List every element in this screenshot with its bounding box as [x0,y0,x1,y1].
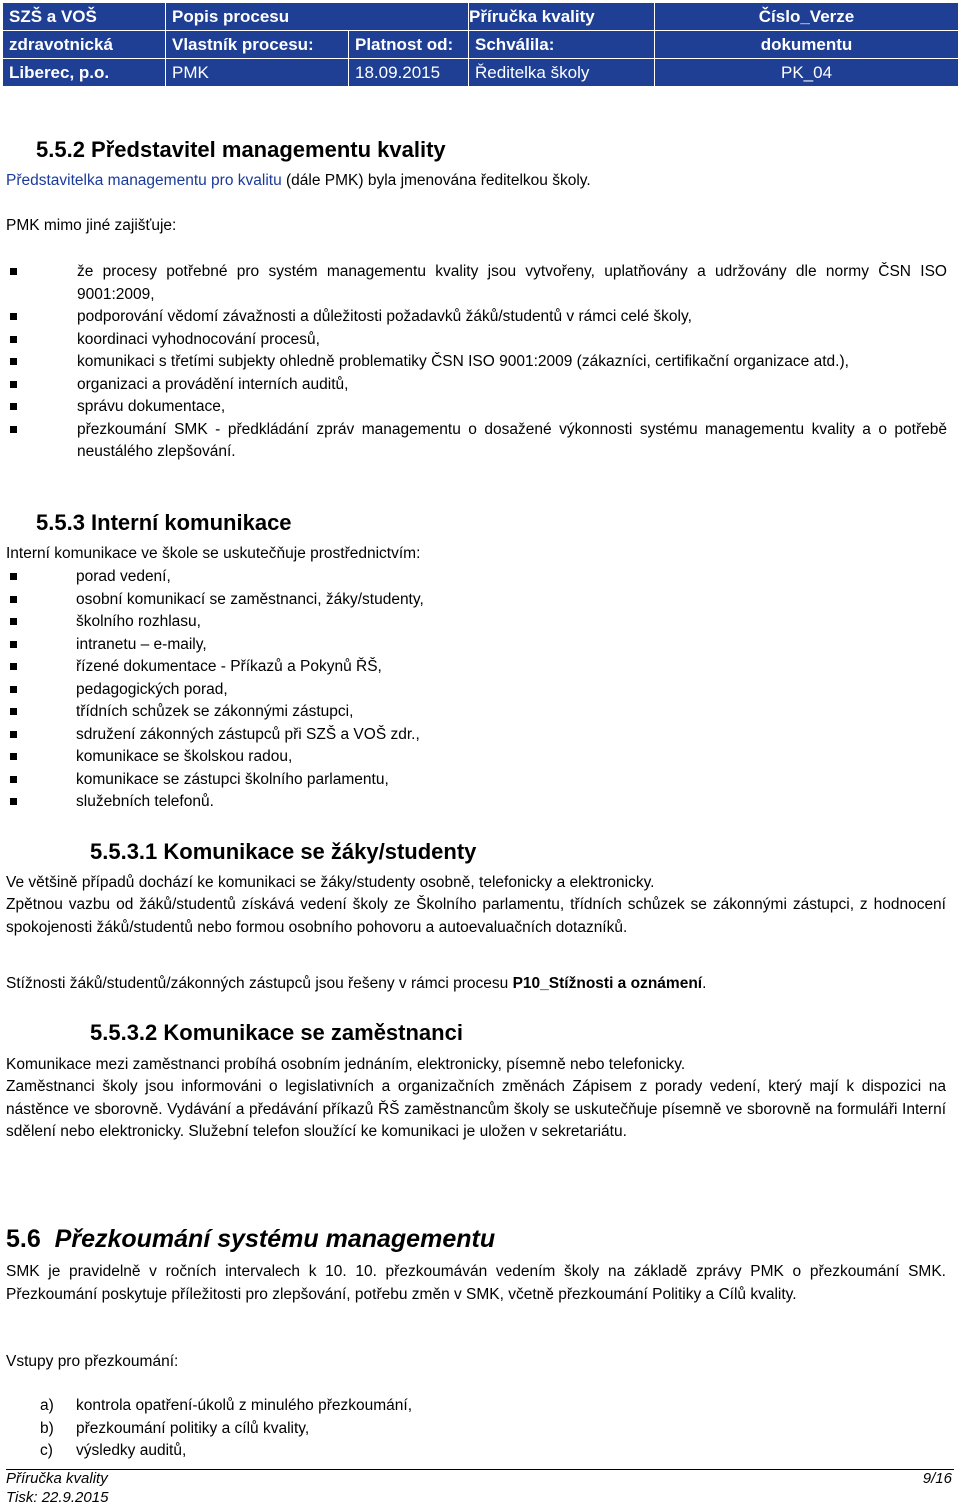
header-school-line2: zdravotnická [3,31,166,59]
pmk-lead: PMK mimo jiné zajišťuje: [6,217,177,234]
square-bullet-icon [10,641,17,648]
review-inputs-list [40,1395,946,1463]
header-doc-number-value: PK_04 [655,59,959,87]
header-approved-value: Ředitelka školy [469,59,655,87]
section-5-5-2-intro [6,170,591,193]
section-5-5-3-2-title: 5.5.3.2 Komunikace se zaměstnanci [90,1020,463,1045]
internal-comm-lead: Interní komunikace ve škole se uskutečňuje prostřednictvím: [6,545,421,562]
list-item: komunikace se zástupci školního parlamentu, [76,769,946,792]
section-5-5-3-1-title: 5.5.3.1 Komunikace se žáky/studenty [90,839,477,864]
student-comm-p1: Ve většině případů dochází ke komunikaci se žáky/studenty osobně, telefonicky a elektronicky. [6,874,655,891]
list-item: a) kontrola opatření-úkolů z minulého přezkoumání, [40,1397,413,1414]
intro-rest: (dále PMK) byla jmenována ředitelkou školy. [281,172,591,189]
student-comm-p2: Zpětnou vazbu od žáků/studentů získává vedení školy ze Školního parlamentu, třídních schůzek se zákonnými zástupci, z hodnocení spokojenosti žáků/studentů nebo formou osobního pohovoru a autoevaluačních dotazníků. [6,896,946,936]
square-bullet-icon [10,731,17,738]
review-inputs-lead: Vstupy pro přezkoumání: [6,1353,179,1370]
review-p1: SMK je pravidelně v ročních intervalech k 10. 10. přezkoumáván vedením školy na základě zprávy PMK o přezkoumání SMK. Přezkoumání poskytuje příležitosti pro zlepšování, potřebu změn v SMK, včetně přezkoumání Politiky a Cílů kvality. [6,1263,946,1303]
list-item: c) výsledky auditů, [40,1442,187,1459]
section-5-5-3-title: 5.5.3 Interní komunikace [36,510,292,535]
header-quality-manual: Příručka kvality [469,3,655,31]
square-bullet-icon [10,596,17,603]
header-owner-label: Vlastník procesu: [166,31,349,59]
list-item: pedagogických porad, [76,679,946,702]
square-bullet-icon [10,403,17,410]
section-number: 5.6 [6,1225,41,1253]
list-item: služebních telefonů. [76,791,946,814]
list-item: sdružení zákonných zástupců při SZŠ a VOŠ zdr., [76,724,946,747]
list-item: porad vedení, [76,566,946,589]
square-bullet-icon [10,753,17,760]
footer-doc-name: Příručka kvality [6,1470,108,1487]
list-item: řízené dokumentace - Příkazů a Pokynů ŘŠ, [76,656,946,679]
list-item: b) přezkoumání politiky a cílů kvality, [40,1419,310,1437]
list-item: intranetu – e-maily, [76,634,946,657]
pmk-role-name: Představitelka managementu pro kvalitu [6,172,282,189]
square-bullet-icon [10,618,17,625]
square-bullet-icon [10,426,17,433]
square-bullet-icon [10,663,17,670]
section-title-text: Přezkoumání systému managementu [54,1225,496,1253]
list-item: koordinaci vyhodnocování procesů, [77,329,947,352]
square-bullet-icon [10,686,17,693]
header-school-line3: Liberec, p.o. [3,59,166,87]
square-bullet-icon [10,268,17,275]
square-bullet-icon [10,313,17,320]
list-item: komunikaci s třetími subjekty ohledně problematiky ČSN ISO 9001:2009 (zákazníci, certifikační organizace atd.), [77,351,947,374]
header-doc-number-label: Číslo_Verze [655,3,959,31]
list-item: třídních schůzek se zákonnými zástupci, [76,701,946,724]
square-bullet-icon [10,336,17,343]
list-item: komunikace se školskou radou, [76,746,946,769]
internal-comm-list [76,566,946,814]
square-bullet-icon [10,358,17,365]
list-item: že procesy potřebné pro systém managementu kvality jsou vytvořeny, uplatňovány a udržovány dle normy ČSN ISO 9001:2009, [77,261,947,306]
square-bullet-icon [10,381,17,388]
list-item: podporování vědomí závažnosti a důležitosti požadavků žáků/studentů v rámci celé školy, [77,306,947,329]
header-valid-from-label: Platnost od: [349,31,469,59]
header-process-label: Popis procesu [166,3,469,31]
staff-comm-p2: Zaměstnanci školy jsou informováni o legislativních a organizačních změnách Zápisem z porady vedení, který mají k dispozici na nástěnce ve sborovně. Vydávání a předávání příkazů ŘŠ zaměstnancům školy se uskutečňuje písemně ve sborovně na formuláři Interní sdělení nebo elektronicky. Služební telefon sloužící ke komunikaci je uložen v sekretariátu. [6,1078,946,1140]
process-reference: P10_Stížnosti a oznámení [512,975,703,992]
header-valid-from-value: 18.09.2015 [349,59,469,87]
list-item: školního rozhlasu, [76,611,946,634]
pmk-duties-list [77,261,947,464]
square-bullet-icon [10,573,17,580]
header-approved-label: Schválila: [469,31,655,59]
list-item: osobní komunikací se zaměstnanci, žáky/studenty, [76,589,946,612]
document-header [2,2,959,87]
header-owner-value: PMK [166,59,349,87]
student-comm-p3: Stížnosti žáků/studentů/zákonných zástupců jsou řešeny v rámci procesu P10_Stížnosti a oznámení. [6,975,707,992]
square-bullet-icon [10,708,17,715]
square-bullet-icon [10,776,17,783]
section-5-5-2-title: 5.5.2 Představitel managementu kvality [36,137,446,162]
staff-comm-p1: Komunikace mezi zaměstnanci probíhá osobním jednáním, elektronicky, písemně nebo telefonicky. [6,1056,686,1073]
header-doc-label: dokumentu [655,31,959,59]
footer-print-date: Tisk: 22.9.2015 [6,1489,109,1506]
list-item: organizaci a provádění interních auditů, [77,374,947,397]
footer-page-number: 9/16 [922,1470,952,1487]
section-5-6-title [6,1224,495,1254]
header-school-line1: SZŠ a VOŠ [3,3,166,31]
footer-divider [6,1469,954,1470]
square-bullet-icon [10,798,17,805]
list-item: správu dokumentace, [77,396,947,419]
list-item: přezkoumání SMK - předkládání zpráv managementu o dosažené výkonnosti systému managementu kvality a o potřebě neustálého zlepšování. [77,419,947,464]
